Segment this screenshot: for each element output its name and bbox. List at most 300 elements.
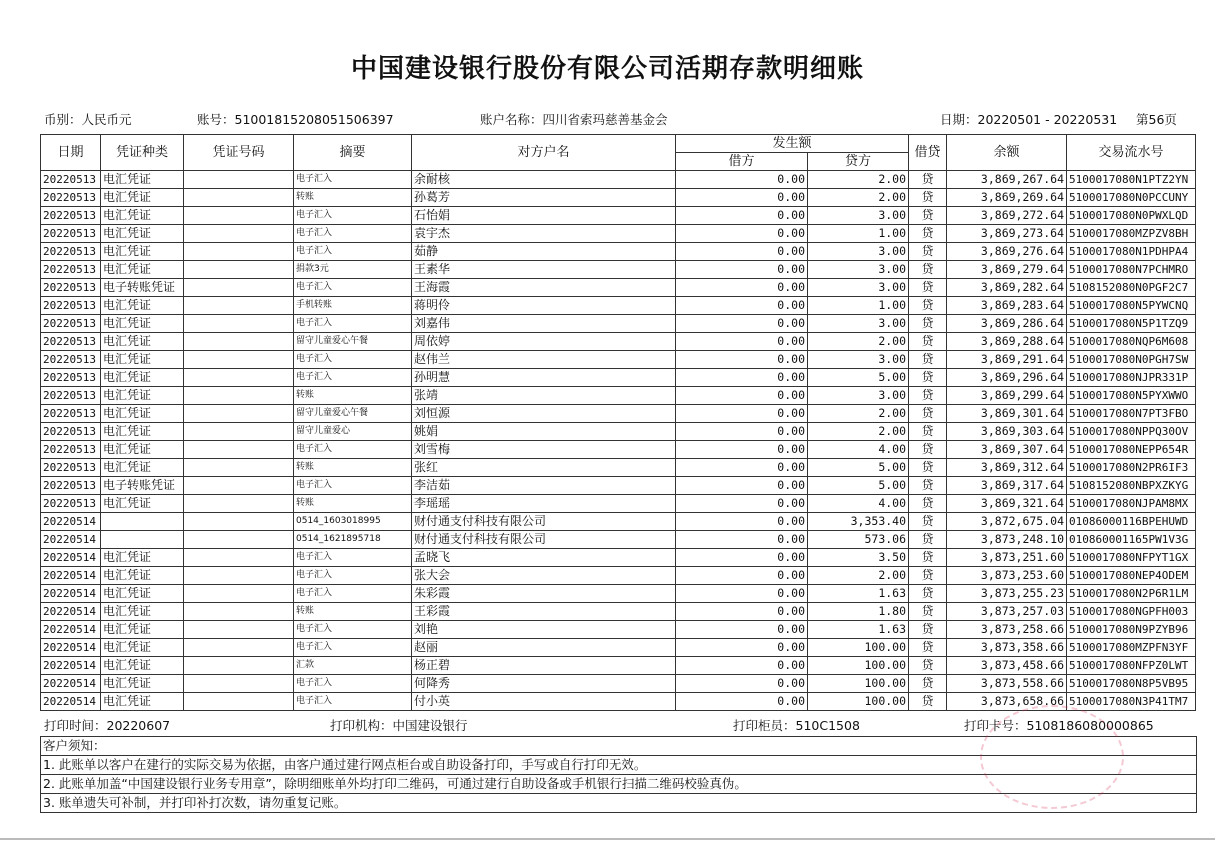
- cell-date: 20220513: [41, 495, 101, 513]
- cell-party: 李洁茹: [412, 477, 676, 495]
- cell-serial: 5100017080MZPFN3YF: [1067, 639, 1196, 657]
- cell-debit: 0.00: [676, 639, 808, 657]
- cell-date: 20220514: [41, 585, 101, 603]
- currency-label: 币别：人民币元: [44, 112, 132, 127]
- cell-date: 20220514: [41, 675, 101, 693]
- cell-type: 电汇凭证: [101, 675, 184, 693]
- cell-dc: 贷: [909, 351, 947, 369]
- table-row: [41, 621, 1196, 639]
- cell-credit: 4.00: [808, 441, 909, 459]
- col-debit: 借方: [676, 153, 808, 171]
- cell-debit: 0.00: [676, 351, 808, 369]
- cell-date: 20220513: [41, 459, 101, 477]
- col-serial: 交易流水号: [1067, 135, 1196, 171]
- cell-party: 蒋明伶: [412, 297, 676, 315]
- cell-debit: 0.00: [676, 477, 808, 495]
- cell-party: 朱彩霞: [412, 585, 676, 603]
- cell-dc: 贷: [909, 531, 947, 549]
- table-row: [41, 459, 1196, 477]
- table-row: [41, 333, 1196, 351]
- cell-type: 电汇凭证: [101, 225, 184, 243]
- cell-dc: 贷: [909, 207, 947, 225]
- account-name: 账户名称：四川省索玛慈善基金会: [480, 112, 668, 127]
- cell-debit: 0.00: [676, 441, 808, 459]
- cell-memo: 电子汇入: [294, 675, 412, 693]
- cell-serial: 5100017080N5PYWCNQ: [1067, 297, 1196, 315]
- cell-type: 电汇凭证: [101, 585, 184, 603]
- cell-balance: 3,873,258.66: [947, 621, 1067, 639]
- cell-date: 20220513: [41, 297, 101, 315]
- cell-memo: 转账: [294, 603, 412, 621]
- cell-party: 孙明慧: [412, 369, 676, 387]
- notes-heading: 客户须知：: [41, 737, 1196, 756]
- cell-debit: 0.00: [676, 693, 808, 711]
- table-row: [41, 675, 1196, 693]
- cell-debit: 0.00: [676, 513, 808, 531]
- cell-type: 电汇凭证: [101, 441, 184, 459]
- cell-debit: 0.00: [676, 225, 808, 243]
- table-row: [41, 531, 1196, 549]
- cell-type: 电汇凭证: [101, 369, 184, 387]
- cell-memo: 电子汇入: [294, 549, 412, 567]
- cell-serial: 5100017080NGPFH003: [1067, 603, 1196, 621]
- cell-serial: 5100017080N5P1TZQ9: [1067, 315, 1196, 333]
- cell-credit: 5.00: [808, 459, 909, 477]
- cell-balance: 3,869,321.64: [947, 495, 1067, 513]
- table-row: [41, 405, 1196, 423]
- page-edge-divider: [0, 838, 1215, 840]
- cell-memo: 捐款3元: [294, 261, 412, 279]
- cell-no: [184, 207, 294, 225]
- cell-type: 电汇凭证: [101, 495, 184, 513]
- note-item: 1. 此账单以客户在建行的实际交易为依据，由客户通过建行网点柜台或自助设备打印，手写或自行打印无效。: [41, 756, 1196, 775]
- cell-debit: 0.00: [676, 495, 808, 513]
- cell-date: 20220514: [41, 603, 101, 621]
- table-row: [41, 477, 1196, 495]
- cell-type: 电汇凭证: [101, 207, 184, 225]
- table-row: [41, 441, 1196, 459]
- col-dc: 借贷: [909, 135, 947, 171]
- cell-memo: 电子汇入: [294, 585, 412, 603]
- cell-debit: 0.00: [676, 459, 808, 477]
- cell-party: 刘恒源: [412, 405, 676, 423]
- cell-credit: 100.00: [808, 675, 909, 693]
- cell-serial: 5100017080N7PT3FBO: [1067, 405, 1196, 423]
- cell-balance: 3,869,272.64: [947, 207, 1067, 225]
- cell-dc: 贷: [909, 549, 947, 567]
- cell-credit: 2.00: [808, 189, 909, 207]
- cell-date: 20220514: [41, 531, 101, 549]
- cell-memo: 电子汇入: [294, 693, 412, 711]
- cell-balance: 3,869,317.64: [947, 477, 1067, 495]
- bank-seal: [980, 705, 1124, 809]
- cell-dc: 贷: [909, 459, 947, 477]
- cell-balance: 3,873,358.66: [947, 639, 1067, 657]
- table-row: [41, 279, 1196, 297]
- cell-party: 王素华: [412, 261, 676, 279]
- table-row: [41, 657, 1196, 675]
- cell-serial: 5100017080N3P41TM7: [1067, 693, 1196, 711]
- cell-dc: 贷: [909, 603, 947, 621]
- cell-memo: 0514_1603018995: [294, 513, 412, 531]
- cell-type: 电汇凭证: [101, 567, 184, 585]
- cell-credit: 4.00: [808, 495, 909, 513]
- cell-dc: 贷: [909, 693, 947, 711]
- page-number: 第56页: [1136, 112, 1177, 127]
- cell-party: 刘嘉伟: [412, 315, 676, 333]
- cell-debit: 0.00: [676, 387, 808, 405]
- cell-memo: 电子汇入: [294, 369, 412, 387]
- cell-serial: 5100017080N9PZYB96: [1067, 621, 1196, 639]
- cell-no: [184, 279, 294, 297]
- cell-credit: 100.00: [808, 639, 909, 657]
- table-row: [41, 585, 1196, 603]
- cell-dc: 贷: [909, 369, 947, 387]
- cell-party: 财付通支付科技有限公司: [412, 531, 676, 549]
- cell-memo: 转账: [294, 459, 412, 477]
- cell-balance: 3,873,658.66: [947, 693, 1067, 711]
- cell-debit: 0.00: [676, 243, 808, 261]
- cell-date: 20220513: [41, 351, 101, 369]
- cell-no: [184, 297, 294, 315]
- cell-balance: 3,869,283.64: [947, 297, 1067, 315]
- table-row: [41, 639, 1196, 657]
- cell-credit: 100.00: [808, 657, 909, 675]
- cell-dc: 贷: [909, 567, 947, 585]
- cell-party: 李瑶瑶: [412, 495, 676, 513]
- cell-balance: 3,869,276.64: [947, 243, 1067, 261]
- cell-credit: 3.00: [808, 315, 909, 333]
- cell-party: 孟晓飞: [412, 549, 676, 567]
- cell-credit: 2.00: [808, 423, 909, 441]
- cell-serial: 5100017080N8P5VB95: [1067, 675, 1196, 693]
- cell-party: 赵丽: [412, 639, 676, 657]
- cell-balance: 3,869,299.64: [947, 387, 1067, 405]
- cell-no: [184, 603, 294, 621]
- cell-party: 张靖: [412, 387, 676, 405]
- note-item: 3. 账单遗失可补制，并打印补打次数，请勿重复记账。: [43, 795, 347, 810]
- cell-dc: 贷: [909, 423, 947, 441]
- print-teller: 打印柜员：510C1508: [733, 718, 860, 733]
- cell-no: [184, 693, 294, 711]
- cell-dc: 贷: [909, 387, 947, 405]
- cell-balance: 3,873,251.60: [947, 549, 1067, 567]
- cell-date: 20220513: [41, 477, 101, 495]
- cell-no: [184, 369, 294, 387]
- cell-balance: 3,869,282.64: [947, 279, 1067, 297]
- table-row: [41, 261, 1196, 279]
- cell-memo: 手机转账: [294, 297, 412, 315]
- cell-debit: 0.00: [676, 567, 808, 585]
- cell-no: [184, 225, 294, 243]
- cell-debit: 0.00: [676, 261, 808, 279]
- cell-balance: 3,869,288.64: [947, 333, 1067, 351]
- cell-no: [184, 441, 294, 459]
- cell-credit: 1.63: [808, 585, 909, 603]
- cell-serial: 5108152080NBPXZKYG: [1067, 477, 1196, 495]
- cell-balance: 3,873,253.60: [947, 567, 1067, 585]
- cell-dc: 贷: [909, 675, 947, 693]
- cell-debit: 0.00: [676, 297, 808, 315]
- cell-serial: 5100017080NFPZ0LWT: [1067, 657, 1196, 675]
- cell-party: 姚娟: [412, 423, 676, 441]
- cell-no: [184, 657, 294, 675]
- cell-dc: 贷: [909, 513, 947, 531]
- cell-credit: 3.00: [808, 243, 909, 261]
- cell-credit: 3.00: [808, 387, 909, 405]
- cell-serial: 5100017080NQP6M608: [1067, 333, 1196, 351]
- cell-serial: 5100017080N2PR6IF3: [1067, 459, 1196, 477]
- cell-date: 20220513: [41, 171, 101, 189]
- cell-credit: 3,353.40: [808, 513, 909, 531]
- cell-credit: 5.00: [808, 477, 909, 495]
- cell-date: 20220513: [41, 423, 101, 441]
- cell-memo: 汇款: [294, 657, 412, 675]
- cell-type: 电汇凭证: [101, 171, 184, 189]
- cell-no: [184, 495, 294, 513]
- table-row: [41, 549, 1196, 567]
- cell-type: [101, 531, 184, 549]
- statement-rows: [41, 171, 1196, 711]
- cell-dc: 贷: [909, 621, 947, 639]
- cell-debit: 0.00: [676, 333, 808, 351]
- cell-debit: 0.00: [676, 279, 808, 297]
- cell-no: [184, 477, 294, 495]
- cell-serial: 5100017080NFPYT1GX: [1067, 549, 1196, 567]
- cell-no: [184, 405, 294, 423]
- col-memo: 摘要: [294, 135, 412, 171]
- cell-dc: 贷: [909, 297, 947, 315]
- cell-party: 财付通支付科技有限公司: [412, 513, 676, 531]
- cell-credit: 1.00: [808, 225, 909, 243]
- col-voucher-no: 凭证号码: [184, 135, 294, 171]
- cell-balance: 3,869,312.64: [947, 459, 1067, 477]
- cell-memo: 电子汇入: [294, 315, 412, 333]
- cell-balance: 3,869,301.64: [947, 405, 1067, 423]
- cell-date: 20220513: [41, 369, 101, 387]
- cell-serial: 5100017080NPPQ30OV: [1067, 423, 1196, 441]
- cell-date: 20220513: [41, 189, 101, 207]
- cell-no: [184, 459, 294, 477]
- cell-credit: 2.00: [808, 333, 909, 351]
- table-row: [41, 207, 1196, 225]
- cell-debit: 0.00: [676, 585, 808, 603]
- cell-date: 20220513: [41, 441, 101, 459]
- cell-no: [184, 639, 294, 657]
- cell-type: 电汇凭证: [101, 297, 184, 315]
- cell-serial: 5100017080NEP4ODEM: [1067, 567, 1196, 585]
- table-row: [41, 693, 1196, 711]
- cell-memo: 0514_1621895718: [294, 531, 412, 549]
- cell-serial: 5100017080N2P6R1LM: [1067, 585, 1196, 603]
- cell-party: 赵伟兰: [412, 351, 676, 369]
- cell-party: 袁宇杰: [412, 225, 676, 243]
- table-row: [41, 495, 1196, 513]
- cell-debit: 0.00: [676, 621, 808, 639]
- cell-serial: 01086000116BPEHUWD: [1067, 513, 1196, 531]
- cell-serial: 5100017080N0PCCUNY: [1067, 189, 1196, 207]
- cell-debit: 0.00: [676, 549, 808, 567]
- cell-serial: 5100017080N0PWXLQD: [1067, 207, 1196, 225]
- cell-type: 电汇凭证: [101, 315, 184, 333]
- cell-dc: 贷: [909, 225, 947, 243]
- print-time: 打印时间：20220607: [44, 718, 171, 733]
- table-row: [41, 351, 1196, 369]
- cell-credit: 3.00: [808, 279, 909, 297]
- cell-no: [184, 387, 294, 405]
- cell-party: 茹静: [412, 243, 676, 261]
- cell-type: 电汇凭证: [101, 333, 184, 351]
- cell-memo: 转账: [294, 189, 412, 207]
- cell-debit: 0.00: [676, 657, 808, 675]
- cell-dc: 贷: [909, 657, 947, 675]
- cell-serial: 5100017080N7PCHMRO: [1067, 261, 1196, 279]
- cell-balance: 3,869,307.64: [947, 441, 1067, 459]
- cell-debit: 0.00: [676, 315, 808, 333]
- cell-dc: 贷: [909, 243, 947, 261]
- cell-balance: 3,869,291.64: [947, 351, 1067, 369]
- cell-serial: 5100017080NJPAM8MX: [1067, 495, 1196, 513]
- cell-no: [184, 315, 294, 333]
- cell-date: 20220514: [41, 513, 101, 531]
- cell-date: 20220514: [41, 639, 101, 657]
- cell-date: 20220514: [41, 693, 101, 711]
- table-row: [41, 189, 1196, 207]
- cell-credit: 3.00: [808, 351, 909, 369]
- cell-type: 电子转账凭证: [101, 279, 184, 297]
- cell-no: [184, 261, 294, 279]
- cell-serial: 5100017080N0PGH7SW: [1067, 351, 1196, 369]
- cell-balance: 3,869,273.64: [947, 225, 1067, 243]
- cell-dc: 贷: [909, 171, 947, 189]
- cell-debit: 0.00: [676, 531, 808, 549]
- cell-memo: 电子汇入: [294, 477, 412, 495]
- cell-type: 电汇凭证: [101, 549, 184, 567]
- cell-party: 张大会: [412, 567, 676, 585]
- cell-date: 20220513: [41, 207, 101, 225]
- cell-date: 20220513: [41, 405, 101, 423]
- table-row: [41, 171, 1196, 189]
- cell-balance: 3,869,269.64: [947, 189, 1067, 207]
- cell-serial: 5100017080N5PYXWWO: [1067, 387, 1196, 405]
- cell-party: 王彩霞: [412, 603, 676, 621]
- cell-date: 20220514: [41, 621, 101, 639]
- cell-no: [184, 585, 294, 603]
- cell-date: 20220513: [41, 279, 101, 297]
- cell-debit: 0.00: [676, 603, 808, 621]
- account-number: 账号：51001815208051506397: [197, 112, 394, 127]
- cell-memo: 转账: [294, 387, 412, 405]
- cell-memo: 电子汇入: [294, 243, 412, 261]
- cell-serial: 5100017080N1PTZ2YN: [1067, 171, 1196, 189]
- cell-debit: 0.00: [676, 675, 808, 693]
- cell-type: 电汇凭证: [101, 603, 184, 621]
- cell-memo: 电子汇入: [294, 171, 412, 189]
- page-title: 中国建设银行股份有限公司活期存款明细账: [350, 54, 864, 84]
- cell-balance: 3,873,248.10: [947, 531, 1067, 549]
- cell-credit: 1.63: [808, 621, 909, 639]
- cell-no: [184, 333, 294, 351]
- cell-date: 20220514: [41, 657, 101, 675]
- cell-no: [184, 189, 294, 207]
- cell-memo: 电子汇入: [294, 441, 412, 459]
- print-org: 打印机构：中国建设银行: [330, 718, 468, 733]
- table-row: [41, 315, 1196, 333]
- cell-party: 杨正碧: [412, 657, 676, 675]
- cell-balance: 3,873,257.03: [947, 603, 1067, 621]
- cell-memo: 电子汇入: [294, 621, 412, 639]
- statement-table: [40, 134, 1196, 711]
- cell-type: 电汇凭证: [101, 423, 184, 441]
- cell-no: [184, 243, 294, 261]
- cell-type: 电汇凭证: [101, 657, 184, 675]
- table-row: [41, 243, 1196, 261]
- cell-type: 电汇凭证: [101, 459, 184, 477]
- cell-serial: 5100017080MZPZV8BH: [1067, 225, 1196, 243]
- cell-balance: 3,873,558.66: [947, 675, 1067, 693]
- cell-party: 周依婷: [412, 333, 676, 351]
- cell-credit: 3.00: [808, 261, 909, 279]
- cell-credit: 2.00: [808, 171, 909, 189]
- cell-balance: 3,872,675.04: [947, 513, 1067, 531]
- cell-type: 电汇凭证: [101, 261, 184, 279]
- cell-dc: 贷: [909, 279, 947, 297]
- col-amount: 发生额: [676, 135, 909, 153]
- cell-dc: 贷: [909, 441, 947, 459]
- cell-no: [184, 621, 294, 639]
- cell-type: 电汇凭证: [101, 387, 184, 405]
- cell-credit: 5.00: [808, 369, 909, 387]
- table-row: [41, 423, 1196, 441]
- col-date: 日期: [41, 135, 101, 171]
- cell-debit: 0.00: [676, 189, 808, 207]
- date-range: 日期：20220501 - 20220531: [940, 112, 1118, 127]
- note-item: 2. 此账单加盖“中国建设银行业务专用章”，除明细账单外均打印二维码，可通过建行自助设备或手机银行扫描二维码校验真伪。: [41, 775, 1196, 794]
- cell-type: 电汇凭证: [101, 621, 184, 639]
- cell-debit: 0.00: [676, 171, 808, 189]
- cell-type: 电汇凭证: [101, 405, 184, 423]
- cell-memo: 留守儿童爱心午餐: [294, 333, 412, 351]
- table-row: [41, 225, 1196, 243]
- cell-type: 电汇凭证: [101, 189, 184, 207]
- cell-serial: 5100017080NEPP654R: [1067, 441, 1196, 459]
- cell-credit: 1.80: [808, 603, 909, 621]
- table-row: [41, 297, 1196, 315]
- cell-serial: 5100017080N1PDHPA4: [1067, 243, 1196, 261]
- cell-dc: 贷: [909, 585, 947, 603]
- cell-serial: 5108152080N0PGF2C7: [1067, 279, 1196, 297]
- col-balance: 余额: [947, 135, 1067, 171]
- cell-memo: 电子汇入: [294, 351, 412, 369]
- cell-no: [184, 531, 294, 549]
- table-row: [41, 513, 1196, 531]
- cell-balance: 3,869,267.64: [947, 171, 1067, 189]
- cell-memo: 转账: [294, 495, 412, 513]
- cell-type: 电汇凭证: [101, 639, 184, 657]
- cell-credit: 573.06: [808, 531, 909, 549]
- cell-party: 何降秀: [412, 675, 676, 693]
- cell-date: 20220513: [41, 333, 101, 351]
- cell-party: 孙葛芳: [412, 189, 676, 207]
- cell-dc: 贷: [909, 315, 947, 333]
- cell-balance: 3,869,279.64: [947, 261, 1067, 279]
- cell-dc: 贷: [909, 189, 947, 207]
- cell-dc: 贷: [909, 405, 947, 423]
- cell-date: 20220513: [41, 243, 101, 261]
- col-counterparty: 对方户名: [412, 135, 676, 171]
- cell-date: 20220513: [41, 261, 101, 279]
- cell-dc: 贷: [909, 261, 947, 279]
